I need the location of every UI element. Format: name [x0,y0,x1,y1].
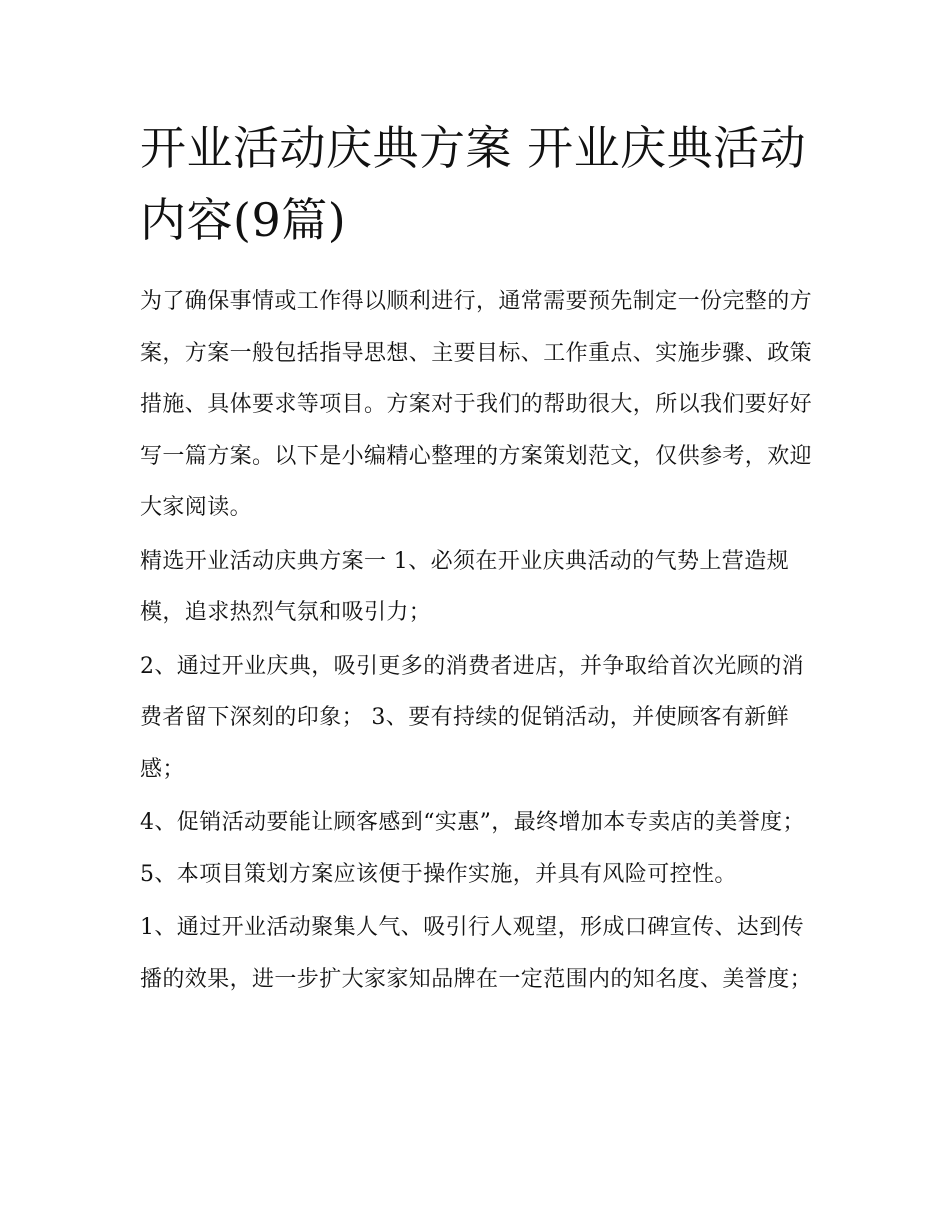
paragraph-item-2-3: 2、通过开业庆典，吸引更多的消费者进店，并争取给首次光顾的消费者留下深刻的印象； 3、要有持续的促销活动，并使顾客有新鲜感； [140,653,804,782]
paragraph-intro: 为了确保事情或工作得以顺利进行，通常需要预先制定一份完整的方案，方案一般包括指导思想、主要目标、工作重点、实施步骤、政策措施、具体要求等项目。方案对于我们的帮助很大，所以我们要好好写一篇方案。以下是小编精心整理的方案策划范文，仅供参考，欢迎大家阅读。 [140,289,813,520]
paragraph-goal-1: 1、通过开业活动聚集人气、吸引行人观望，形成口碑宣传、达到传播的效果，进一步扩大家家知品牌在一定范围内的知名度、美誉度； [140,915,813,992]
document-title: 开业活动庆典方案 开业庆典活动内容(9篇) [140,121,807,247]
paragraph-item-1: 精选开业活动庆典方案一 1、必须在开业庆典活动的气势上营造规模，追求热烈气氛和吸引力； [140,548,789,625]
paragraph-item-4-5: 4、促销活动要能让顾客感到“实惠”，最终增加本专卖店的美誉度； 5、本项目策划方案应该便于操作实施，并具有风险可控性。 [140,810,805,887]
document-page [140,112,815,1007]
